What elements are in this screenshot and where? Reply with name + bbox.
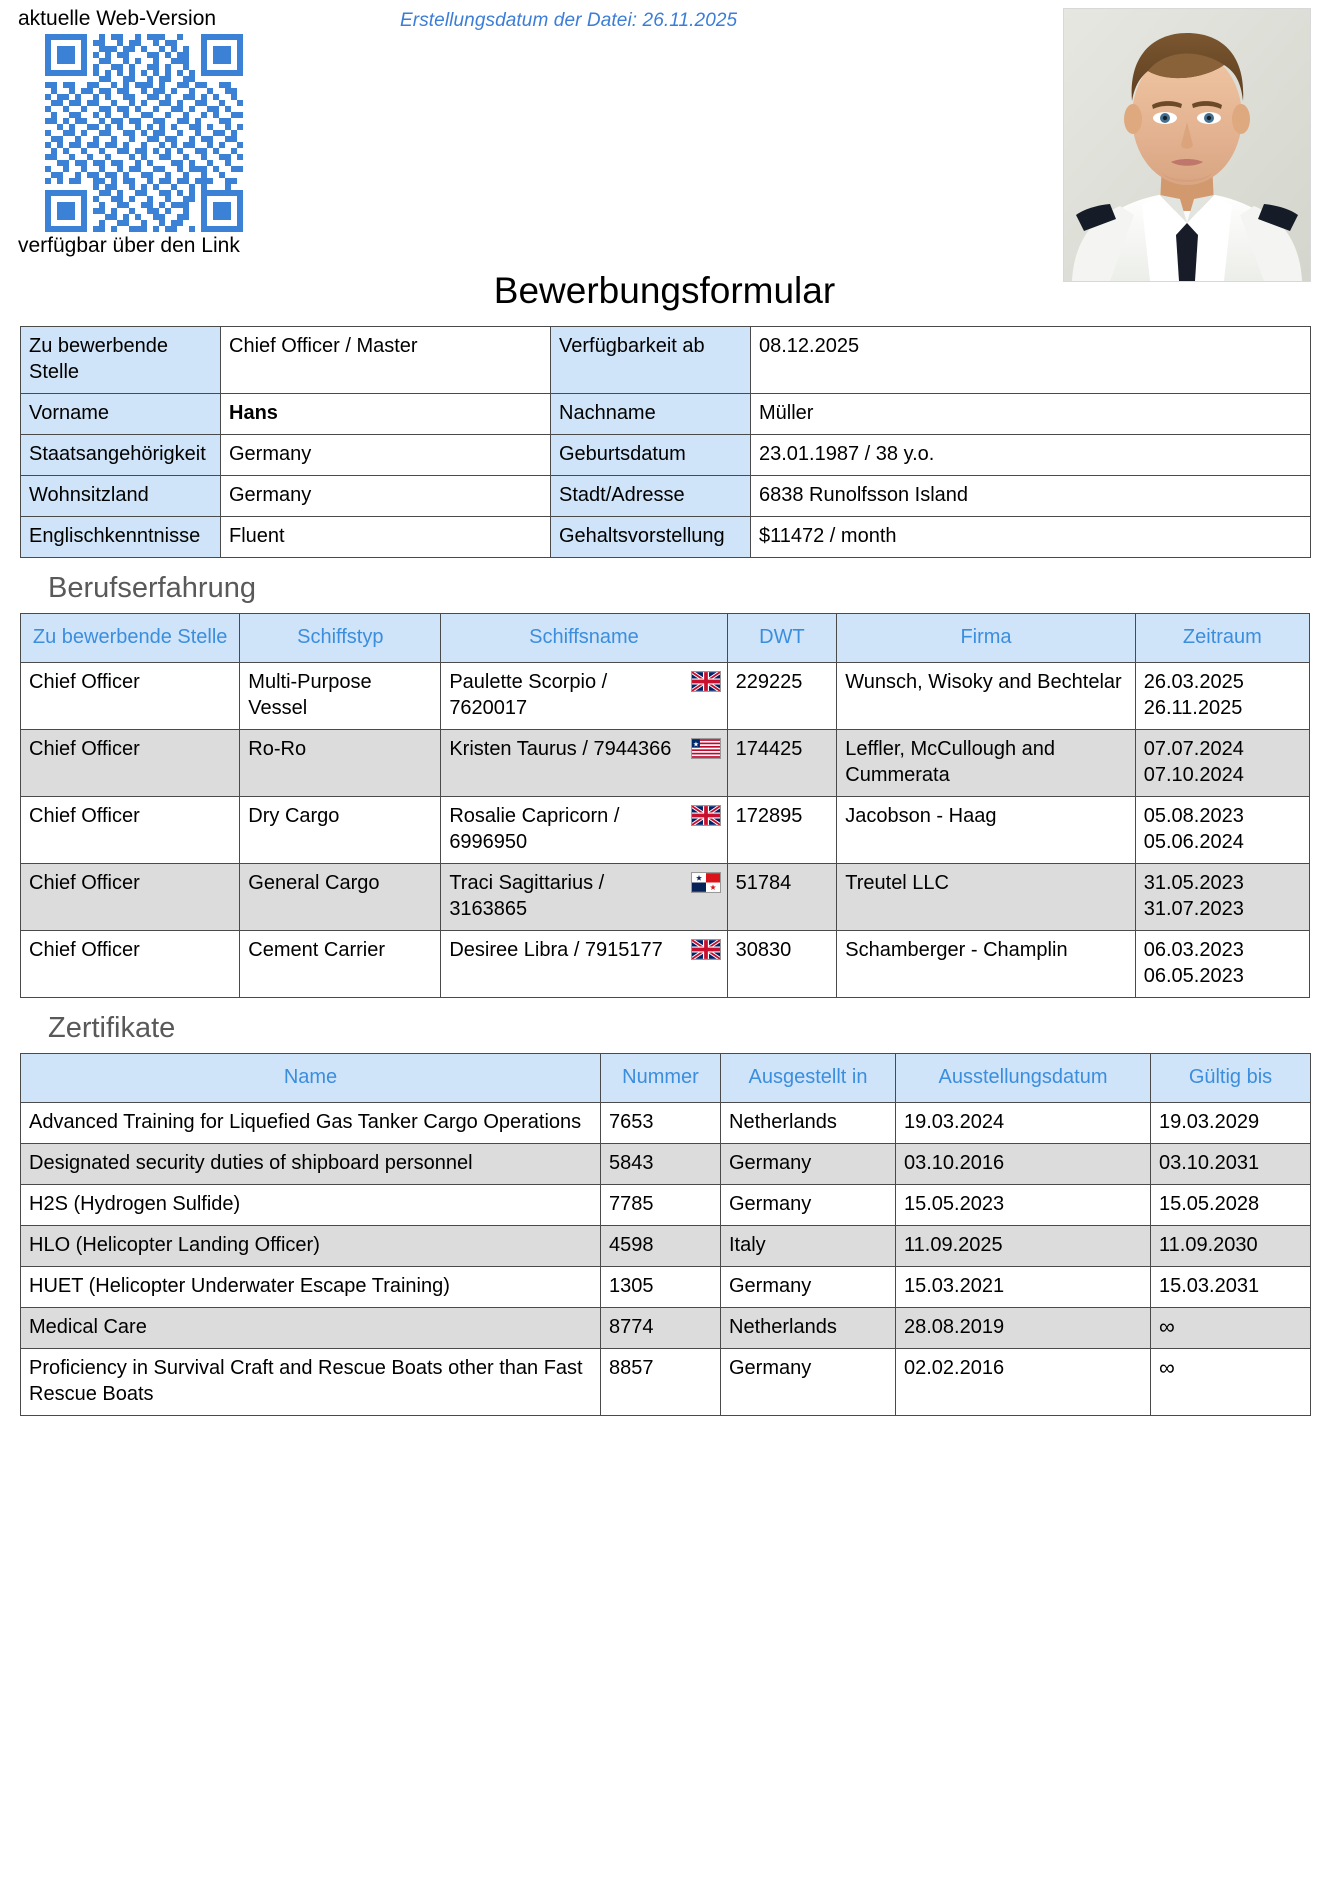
field-label: Staatsangehörigkeit xyxy=(21,435,221,476)
table-row xyxy=(21,394,1311,435)
column-header-name: Name xyxy=(21,1054,601,1103)
cell-cert-name: Medical Care xyxy=(21,1308,601,1349)
column-header-rank: Zu bewerbende Stelle xyxy=(21,614,240,663)
experience-table-body xyxy=(21,663,1310,998)
cell-cert-number: 8857 xyxy=(601,1349,721,1416)
cell-rank: Chief Officer xyxy=(21,797,240,864)
period-to: 26.11.2025 xyxy=(1143,697,1243,719)
cell-ship-type: Dry Cargo xyxy=(240,797,441,864)
cell-cert-issue-date: 19.03.2024 xyxy=(896,1103,1151,1144)
cell-cert-issue-date: 28.08.2019 xyxy=(896,1308,1151,1349)
cell-rank: Chief Officer xyxy=(21,864,240,931)
flag-icon-uk xyxy=(691,939,721,960)
period-from: 07.07.2024 xyxy=(1143,738,1244,760)
personal-info-body xyxy=(21,327,1311,558)
period-to: 31.07.2023 xyxy=(1143,898,1244,920)
cell-cert-number: 7785 xyxy=(601,1185,721,1226)
cell-cert-number: 5843 xyxy=(601,1144,721,1185)
cell-cert-valid-until: 11.09.2030 xyxy=(1151,1226,1311,1267)
table-row xyxy=(21,517,1311,558)
table-row xyxy=(21,1144,1311,1185)
cell-cert-name: HLO (Helicopter Landing Officer) xyxy=(21,1226,601,1267)
cell-cert-issue-date: 03.10.2016 xyxy=(896,1144,1151,1185)
experience-table xyxy=(20,613,1310,998)
field-value: 23.01.1987 / 38 y.o. xyxy=(751,435,1311,476)
column-header-ship-type: Schiffstyp xyxy=(240,614,441,663)
cell-period xyxy=(1135,931,1309,998)
cell-cert-issue-date: 15.05.2023 xyxy=(896,1185,1151,1226)
cell-period xyxy=(1135,864,1309,931)
section-heading-certificates: Zertifikate xyxy=(48,1012,176,1044)
column-header-issued-in: Ausgestellt in xyxy=(721,1054,896,1103)
flag-icon-uk xyxy=(691,805,721,826)
cell-company: Schamberger - Champlin xyxy=(837,931,1135,998)
personal-info-table xyxy=(20,326,1311,558)
cell-cert-number: 7653 xyxy=(601,1103,721,1144)
cell-company: Leffler, McCullough and Cummerata xyxy=(837,730,1135,797)
certificates-table-head xyxy=(21,1054,1311,1103)
cell-ship-type: Multi-Purpose Vessel xyxy=(240,663,441,730)
certificates-table xyxy=(20,1053,1311,1416)
cell-cert-issue-date: 02.02.2016 xyxy=(896,1349,1151,1416)
cell-cert-valid-until: 15.05.2028 xyxy=(1151,1185,1311,1226)
column-header-number: Nummer xyxy=(601,1054,721,1103)
ship-name-text: Desiree Libra / 7915177 xyxy=(449,939,663,961)
cell-cert-name: HUET (Helicopter Underwater Escape Training) xyxy=(21,1267,601,1308)
period-from: 26.03.2025 xyxy=(1143,671,1244,693)
field-value: 6838 Runolfsson Island xyxy=(751,476,1311,517)
field-label: Wohnsitzland xyxy=(21,476,221,517)
cell-rank: Chief Officer xyxy=(21,663,240,730)
cell-cert-issued-in: Germany xyxy=(721,1144,896,1185)
cell-cert-name: Designated security duties of shipboard personnel xyxy=(21,1144,601,1185)
cell-cert-number: 4598 xyxy=(601,1226,721,1267)
cell-ship-name xyxy=(441,931,727,998)
table-row xyxy=(21,1267,1311,1308)
field-value: Germany xyxy=(221,435,551,476)
column-header-valid-until: Gültig bis xyxy=(1151,1054,1311,1103)
period-from: 31.05.2023 xyxy=(1143,872,1244,894)
period-to: 05.06.2024 xyxy=(1143,831,1244,853)
field-label: Englischkenntnisse xyxy=(21,517,221,558)
cell-cert-issue-date: 11.09.2025 xyxy=(896,1226,1151,1267)
cell-cert-name: Proficiency in Survival Craft and Rescue Boats other than Fast Rescue Boats xyxy=(21,1349,601,1416)
field-value: Germany xyxy=(221,476,551,517)
cell-ship-name xyxy=(441,797,727,864)
table-row xyxy=(21,1185,1311,1226)
cell-dwt: 229225 xyxy=(727,663,837,730)
page-title: Bewerbungsformular xyxy=(493,270,836,311)
column-header-ship-name: Schiffsname xyxy=(441,614,727,663)
cell-cert-name: Advanced Training for Liquefied Gas Tanker Cargo Operations xyxy=(21,1103,601,1144)
field-value: $11472 / month xyxy=(751,517,1311,558)
field-value: Fluent xyxy=(221,517,551,558)
cell-company: Jacobson - Haag xyxy=(837,797,1135,864)
column-header-company: Firma xyxy=(837,614,1135,663)
field-value: Hans xyxy=(221,394,551,435)
period-to: 07.10.2024 xyxy=(1143,764,1244,786)
ship-name-text: Traci Sagittarius / 3163865 xyxy=(449,872,605,920)
column-header-issue-date: Ausstellungsdatum xyxy=(896,1054,1151,1103)
cell-ship-type: General Cargo xyxy=(240,864,441,931)
cell-rank: Chief Officer xyxy=(21,730,240,797)
cell-cert-issued-in: Netherlands xyxy=(721,1308,896,1349)
cell-dwt: 172895 xyxy=(727,797,837,864)
flag-icon-liberia xyxy=(691,738,721,759)
cell-cert-valid-until: ∞ xyxy=(1151,1349,1311,1416)
table-header-row xyxy=(21,1054,1311,1103)
period-from: 06.03.2023 xyxy=(1143,939,1244,961)
field-value: Chief Officer / Master xyxy=(221,327,551,394)
field-label: Stadt/Adresse xyxy=(551,476,751,517)
ship-name-text: Paulette Scorpio / 7620017 xyxy=(449,671,608,719)
cell-cert-valid-until: 19.03.2029 xyxy=(1151,1103,1311,1144)
cell-cert-issued-in: Germany xyxy=(721,1185,896,1226)
applicant-photo xyxy=(1063,8,1311,282)
cell-company: Wunsch, Wisoky and Bechtelar xyxy=(837,663,1135,730)
cell-cert-valid-until: 03.10.2031 xyxy=(1151,1144,1311,1185)
cell-ship-name xyxy=(441,663,727,730)
field-label: Vorname xyxy=(21,394,221,435)
table-row xyxy=(21,435,1311,476)
qr-caption-bottom: verfügbar über den Link xyxy=(18,234,240,257)
cell-ship-type: Ro-Ro xyxy=(240,730,441,797)
cell-cert-valid-until: 15.03.2031 xyxy=(1151,1267,1311,1308)
field-label: Geburtsdatum xyxy=(551,435,751,476)
field-value: 08.12.2025 xyxy=(751,327,1311,394)
document-header xyxy=(0,0,1329,322)
cell-cert-valid-until: ∞ xyxy=(1151,1308,1311,1349)
experience-table-head xyxy=(21,614,1310,663)
cell-cert-issued-in: Netherlands xyxy=(721,1103,896,1144)
cell-dwt: 51784 xyxy=(727,864,837,931)
cell-cert-issued-in: Germany xyxy=(721,1349,896,1416)
cell-cert-number: 1305 xyxy=(601,1267,721,1308)
qr-block xyxy=(18,6,288,259)
file-creation-date: Erstellungsdatum der Datei: 26.11.2025 xyxy=(400,10,738,31)
cell-dwt: 174425 xyxy=(727,730,837,797)
field-label: Nachname xyxy=(551,394,751,435)
ship-name-text: Kristen Taurus / 7944366 xyxy=(449,738,672,760)
table-row xyxy=(21,476,1311,517)
period-from: 05.08.2023 xyxy=(1143,805,1244,827)
table-row xyxy=(21,1308,1311,1349)
cell-period xyxy=(1135,663,1309,730)
cell-cert-issued-in: Germany xyxy=(721,1267,896,1308)
cell-cert-name: H2S (Hydrogen Sulfide) xyxy=(21,1185,601,1226)
table-row xyxy=(21,797,1310,864)
portrait-illustration xyxy=(1064,9,1310,281)
cell-cert-issued-in: Italy xyxy=(721,1226,896,1267)
table-row xyxy=(21,730,1310,797)
table-row xyxy=(21,1103,1311,1144)
cell-period xyxy=(1135,797,1309,864)
column-header-period: Zeitraum xyxy=(1135,614,1309,663)
cell-rank: Chief Officer xyxy=(21,931,240,998)
ship-name-text: Rosalie Capricorn / 6996950 xyxy=(449,805,620,853)
cell-period xyxy=(1135,730,1309,797)
field-label: Zu bewerbende Stelle xyxy=(21,327,221,394)
table-row xyxy=(21,864,1310,931)
section-heading-experience: Berufserfahrung xyxy=(48,572,256,604)
cell-ship-name xyxy=(441,730,727,797)
table-row xyxy=(21,327,1311,394)
period-to: 06.05.2023 xyxy=(1143,965,1244,987)
cell-company: Treutel LLC xyxy=(837,864,1135,931)
field-label: Verfügbarkeit ab xyxy=(551,327,751,394)
qr-caption-top: aktuelle Web-Version xyxy=(18,7,217,30)
cell-cert-issue-date: 15.03.2021 xyxy=(896,1267,1151,1308)
cell-ship-type: Cement Carrier xyxy=(240,931,441,998)
table-row xyxy=(21,663,1310,730)
cell-cert-number: 8774 xyxy=(601,1308,721,1349)
field-label: Gehaltsvorstellung xyxy=(551,517,751,558)
certificates-table-body xyxy=(21,1103,1311,1416)
field-value: Müller xyxy=(751,394,1311,435)
flag-icon-panama xyxy=(691,872,721,893)
column-header-dwt: DWT xyxy=(727,614,837,663)
table-row xyxy=(21,1349,1311,1416)
qr-code-icon[interactable] xyxy=(20,34,268,232)
table-header-row xyxy=(21,614,1310,663)
table-row xyxy=(21,1226,1311,1267)
cell-dwt: 30830 xyxy=(727,931,837,998)
cell-ship-name xyxy=(441,864,727,931)
flag-icon-uk xyxy=(691,671,721,692)
table-row xyxy=(21,931,1310,998)
